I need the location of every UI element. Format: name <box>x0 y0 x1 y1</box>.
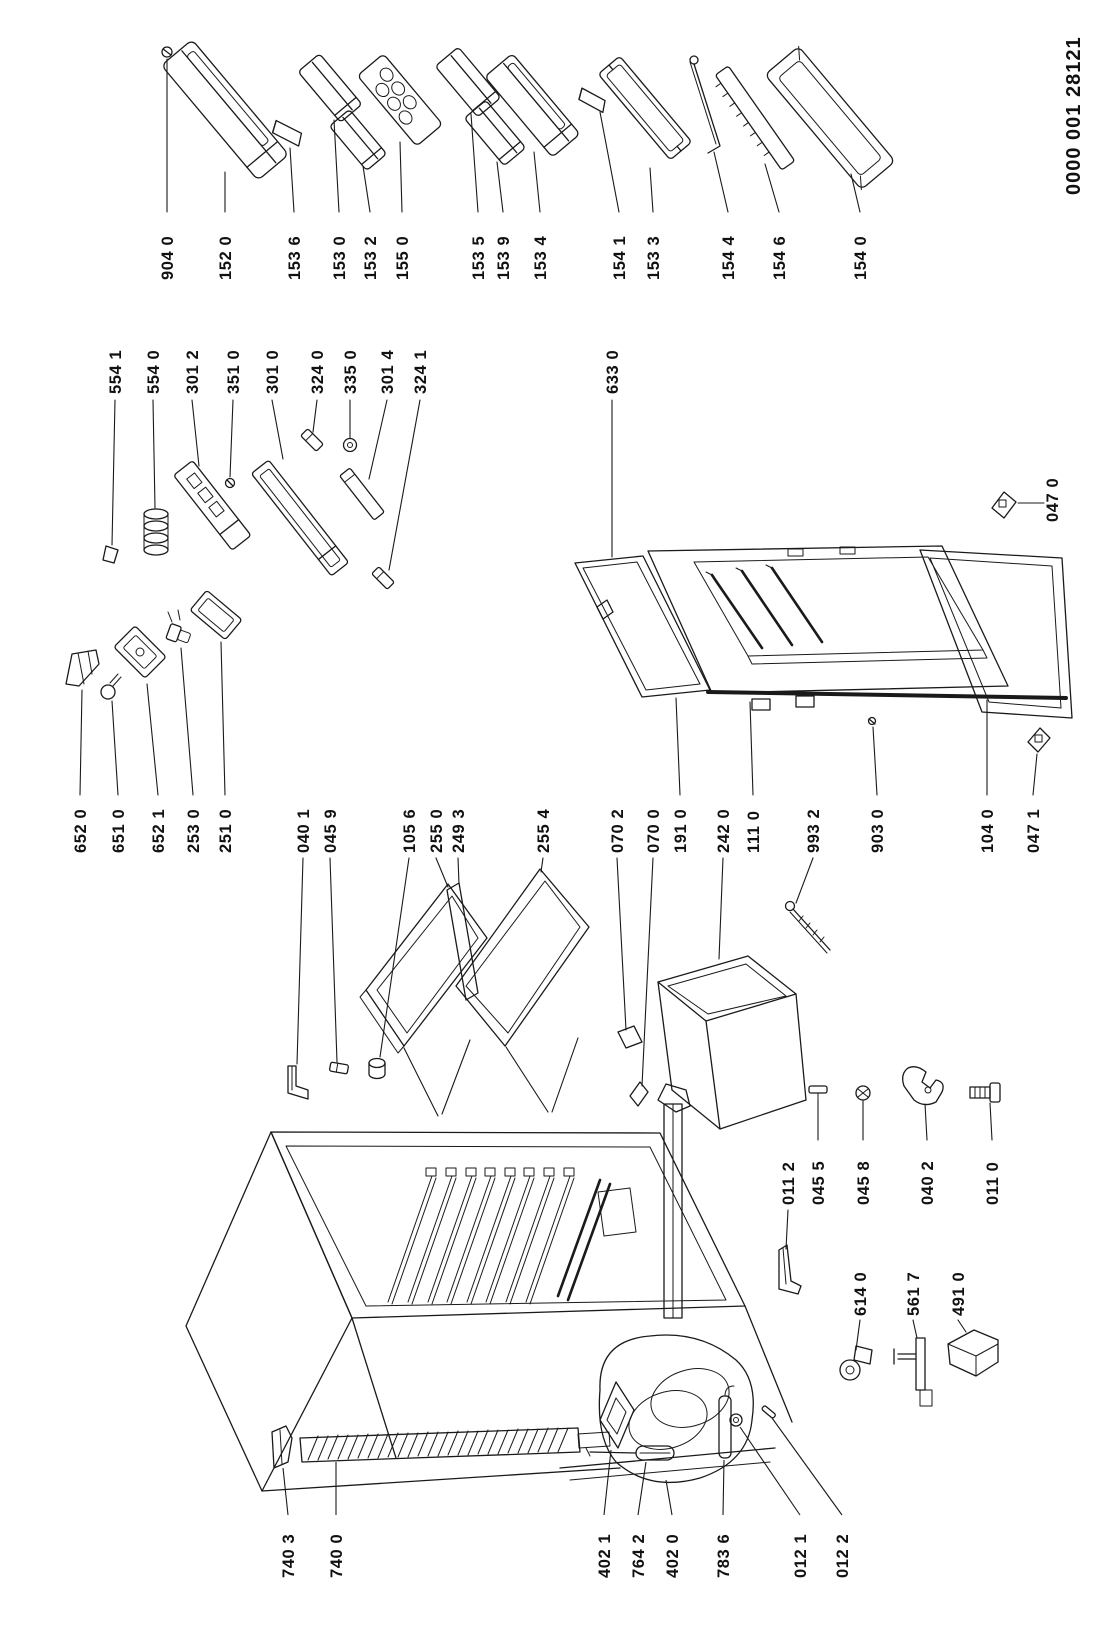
part-screw-351-0 <box>226 400 235 488</box>
door-inner-panel <box>648 546 1008 693</box>
part-label-614-0: 614 0 <box>852 1271 870 1316</box>
part-label-301-0: 301 0 <box>264 349 282 394</box>
part-hinge-047-0 <box>992 492 1044 518</box>
part-label-554-0: 554 0 <box>145 349 163 394</box>
part-label-045-5: 045 5 <box>810 1160 828 1205</box>
part-label-153-4: 153 4 <box>532 235 550 280</box>
part-label-154-4: 154 4 <box>720 235 738 280</box>
part-label-402-1: 402 1 <box>596 1533 614 1578</box>
part-label-740-0: 740 0 <box>328 1533 346 1578</box>
part-roller-614-0 <box>840 1320 872 1380</box>
part-label-153-2: 153 2 <box>362 235 380 280</box>
part-label-993-2: 993 2 <box>805 808 823 853</box>
part-angle-bracket-011-2 <box>779 1210 801 1294</box>
part-label-351-0: 351 0 <box>225 349 243 394</box>
part-door-tray-152-0 <box>161 40 288 212</box>
part-spring-554-0 <box>144 400 168 555</box>
part-label-153-9: 153 9 <box>495 235 513 280</box>
part-label-561-7: 561 7 <box>905 1271 923 1316</box>
part-label-249-3: 249 3 <box>450 808 468 853</box>
part-label-652-0: 652 0 <box>72 808 90 853</box>
part-strip-301-4 <box>340 400 387 520</box>
condenser-grille <box>300 1428 610 1462</box>
part-label-154-6: 154 6 <box>771 235 789 280</box>
door-bottom-trim <box>708 692 1066 698</box>
part-label-301-4: 301 4 <box>379 349 397 394</box>
part-hinge-047-1 <box>1028 728 1050 752</box>
part-pin-012-2 <box>761 1405 776 1418</box>
labels <box>72 36 1085 1578</box>
part-label-012-1: 012 1 <box>792 1533 810 1578</box>
part-leveling-foot-561-7 <box>894 1320 932 1406</box>
part-label-324-1: 324 1 <box>412 349 430 394</box>
part-label-047-1: 047 1 <box>1025 808 1043 853</box>
part-label-105-6: 105 6 <box>401 808 419 853</box>
rating-plate <box>598 1188 636 1236</box>
part-clip-070-2 <box>617 858 642 1048</box>
part-label-070-0: 070 0 <box>645 808 663 853</box>
cabinet <box>186 1084 792 1491</box>
part-clip-324-1 <box>372 400 420 589</box>
part-lamp-cover-301-0 <box>251 400 348 576</box>
part-label-652-1: 652 1 <box>150 808 168 853</box>
part-label-153-5: 153 5 <box>470 235 488 280</box>
part-door-frame-154-0 <box>765 46 895 212</box>
part-label-153-0: 153 0 <box>331 235 349 280</box>
part-label-045-8: 045 8 <box>855 1160 873 1205</box>
part-foot-bracket-491-0 <box>948 1320 998 1376</box>
part-hook-554-1 <box>103 400 118 563</box>
part-label-740-3: 740 3 <box>280 1533 298 1578</box>
part-pin-045-9 <box>329 858 348 1074</box>
part-knob-335-0 <box>344 400 357 452</box>
part-label-242-0: 242 0 <box>715 808 733 853</box>
part-label-301-2: 301 2 <box>184 349 202 394</box>
part-label-070-2: 070 2 <box>609 808 627 853</box>
part-label-155-0: 155 0 <box>394 235 412 280</box>
part-label-402-0: 402 0 <box>664 1533 682 1578</box>
feet-cluster <box>840 1320 998 1406</box>
part-label-045-9: 045 9 <box>322 808 340 853</box>
part-screw-993-2 <box>786 858 831 953</box>
part-label-040-1: 040 1 <box>295 808 313 853</box>
part-drain-tube-783-6 <box>719 1386 734 1458</box>
part-bulb-651-0 <box>101 674 121 795</box>
part-label-904-0: 904 0 <box>159 235 177 280</box>
cabinet-opening-outer <box>271 1132 745 1318</box>
part-label-012-2: 012 2 <box>834 1533 852 1578</box>
part-shelf-rail-249-3 <box>447 858 478 1000</box>
part-label-255-0: 255 0 <box>428 808 446 853</box>
part-lamp-shade-652-0 <box>66 650 99 795</box>
part-bolt-011-0 <box>970 1083 1000 1140</box>
part-clip-324-0 <box>301 400 324 451</box>
door-assembly <box>575 400 1072 795</box>
part-label-903-0: 903 0 <box>869 808 887 853</box>
door-outer-panel <box>920 550 1072 718</box>
part-label-253-0: 253 0 <box>185 808 203 853</box>
part-bin-153-0 <box>298 54 362 212</box>
evaporator-tube <box>558 1180 600 1296</box>
shelves-cluster <box>288 858 830 1129</box>
part-clip-154-1 <box>576 86 619 212</box>
document-code: 0000 001 28121 <box>1063 36 1085 195</box>
part-thermostat-764-2 <box>586 1446 674 1460</box>
part-label-153-3: 153 3 <box>645 235 663 280</box>
part-pin-045-5 <box>809 1086 827 1140</box>
part-screw-045-8 <box>856 1086 870 1140</box>
door-clip <box>752 699 770 710</box>
evaporator-tube <box>568 1184 610 1300</box>
part-label-491-0: 491 0 <box>950 1271 968 1316</box>
part-bracket-740-3 <box>272 1426 292 1468</box>
part-shelf-bracket-040-1 <box>288 858 308 1099</box>
part-grommet-012-1 <box>730 1414 742 1426</box>
part-label-651-0: 651 0 <box>110 808 128 853</box>
cabinet-opening-inner <box>286 1146 726 1306</box>
part-label-047-0: 047 0 <box>1044 477 1062 522</box>
part-label-255-4: 255 4 <box>535 808 553 853</box>
part-glass-shelf-255-0 <box>360 858 487 1053</box>
part-door-tray-153-4 <box>485 54 580 212</box>
part-label-191-0: 191 0 <box>672 808 690 853</box>
part-label-335-0: 335 0 <box>342 349 360 394</box>
part-label-633-0: 633 0 <box>604 349 622 394</box>
part-clip-153-6 <box>269 117 305 212</box>
part-label-324-0: 324 0 <box>309 349 327 394</box>
part-screw-903-0 <box>869 718 876 725</box>
part-label-011-0: 011 0 <box>984 1161 1002 1205</box>
door-clip <box>796 696 814 707</box>
part-connector-253-0 <box>166 610 193 795</box>
part-label-783-6: 783 6 <box>715 1533 733 1578</box>
part-wire-rail-154-4 <box>690 56 728 212</box>
part-control-housing-301-2 <box>174 400 251 550</box>
part-label-152-0: 152 0 <box>217 235 235 280</box>
part-lamp-housing-652-1 <box>114 626 166 795</box>
part-egg-tray-155-0 <box>357 54 442 212</box>
part-label-154-1: 154 1 <box>611 235 629 280</box>
bottom-leaders <box>283 1418 842 1515</box>
part-shelf-trim-153-3 <box>598 56 691 212</box>
part-label-111-0: 111 0 <box>745 810 763 853</box>
lamp-cluster <box>66 590 242 795</box>
door-gasket-panel <box>575 400 710 697</box>
part-clip-040-2 <box>903 1067 943 1140</box>
evaporator <box>388 1168 574 1304</box>
part-label-554-1: 554 1 <box>107 349 125 394</box>
door-rail <box>658 1084 690 1318</box>
part-label-104-0: 104 0 <box>979 808 997 853</box>
part-cover-070-0 <box>630 858 653 1106</box>
part-label-153-6: 153 6 <box>286 235 304 280</box>
part-label-040-2: 040 2 <box>919 1160 937 1205</box>
part-thermostat-box-251-0 <box>190 590 242 795</box>
part-label-251-0: 251 0 <box>217 808 235 853</box>
part-label-011-2: 011 2 <box>780 1161 798 1205</box>
part-label-764-2: 764 2 <box>630 1533 648 1578</box>
part-label-154-0: 154 0 <box>852 235 870 280</box>
